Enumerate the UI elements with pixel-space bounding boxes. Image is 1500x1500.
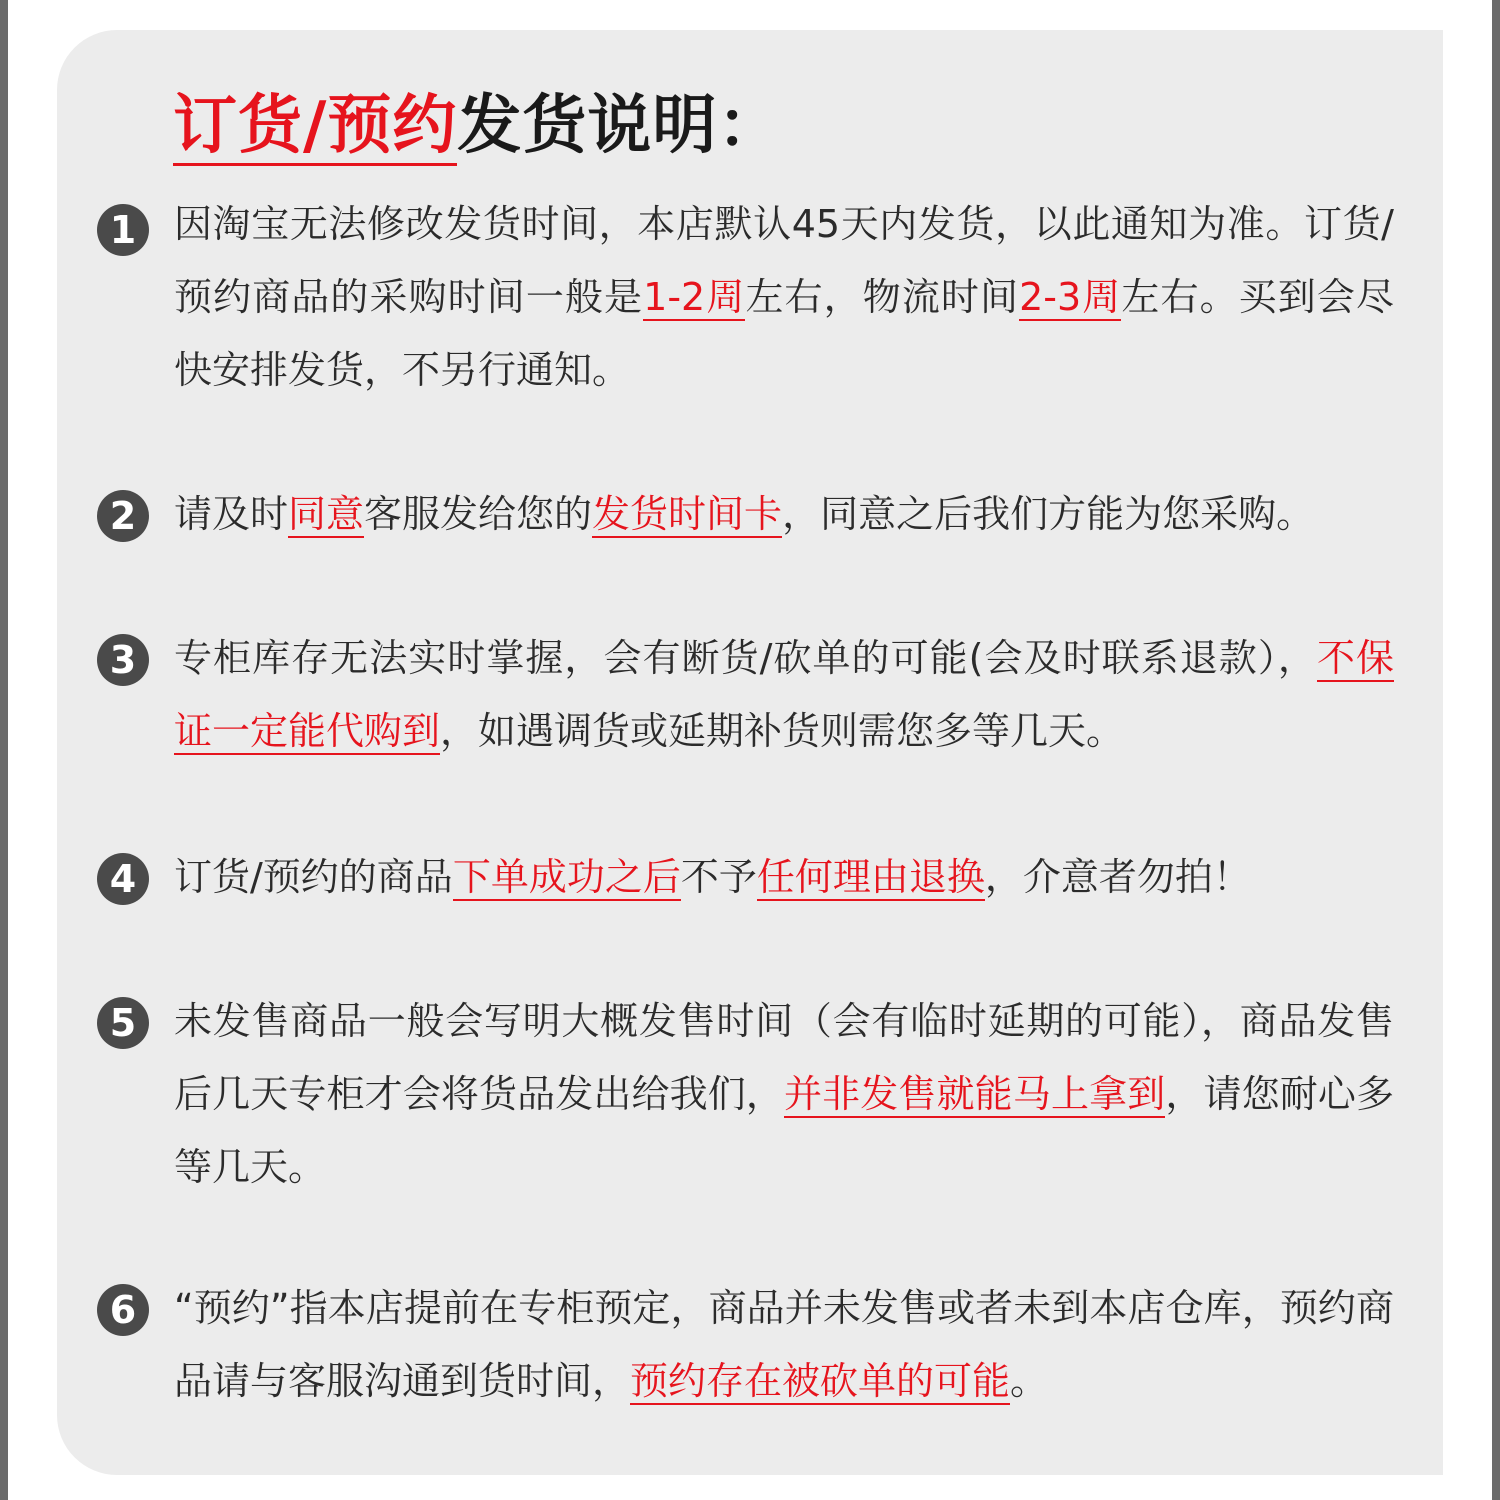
- highlight-segment: 下单成功之后: [452, 855, 681, 899]
- text-segment: ，介意者勿拍！: [984, 855, 1251, 899]
- text-segment: ，同意之后我们方能为您采购。: [782, 492, 1315, 536]
- number-5-badge-icon: 5: [97, 997, 149, 1049]
- highlight-segment: 并非发售就能马上拿到: [784, 1072, 1166, 1116]
- text-segment: 。: [1010, 1359, 1049, 1403]
- notice-text-3: [174, 622, 1394, 768]
- highlight-segment: 发货时间卡: [592, 492, 783, 536]
- notice-text-5: [174, 985, 1394, 1204]
- notice-text-1: [174, 188, 1394, 407]
- notice-text-6: [174, 1272, 1394, 1418]
- text-segment: “预约”指本店提前在专柜预定，商品并未发售或者未到本店仓库，预约商品请与客服沟通到货时间，: [174, 1286, 1394, 1403]
- text-segment: ，请您耐心多等几天。: [174, 1072, 1394, 1189]
- notice-text-2: [174, 478, 1394, 551]
- text-segment: 客服发给您的: [364, 492, 593, 536]
- highlight-segment: 1-2周: [643, 275, 746, 319]
- text-segment: 因淘宝无法修改发货时间，本店默认45天内发货，以此通知为准。订货/预约商品的采购时间一般是: [174, 202, 1394, 319]
- highlight-segment: 不保证一定能代购到: [174, 636, 1394, 753]
- page-title-rest: 发货说明：: [457, 89, 783, 163]
- text-segment: 左右。买到会尽快安排发货，不另行通知。: [174, 275, 1394, 392]
- highlight-segment: 同意: [288, 492, 365, 536]
- right-edge-bar: [1492, 0, 1500, 1500]
- text-segment: 未发售商品一般会写明大概发售时间（会有临时延期的可能），商品发售后几天专柜才会将货品发出给我们，: [174, 999, 1394, 1116]
- text-segment: 不予: [680, 855, 757, 899]
- number-6-badge-icon: 6: [97, 1284, 149, 1336]
- notice-text-4: [174, 841, 1394, 914]
- highlight-segment: 任何理由退换: [756, 855, 985, 899]
- number-2-badge-icon: 2: [97, 490, 149, 542]
- highlight-segment: 2-3周: [1019, 275, 1122, 319]
- text-segment: 左右，物流时间: [745, 275, 1020, 319]
- number-3-badge-icon: 3: [97, 634, 149, 686]
- number-4-badge-icon: 4: [97, 853, 149, 905]
- number-1-badge-icon: 1: [97, 204, 149, 256]
- page-title-highlight: 订货/预约: [173, 89, 457, 166]
- page-title: [173, 86, 782, 166]
- text-segment: 专柜库存无法实时掌握，会有断货/砍单的可能(会及时联系退款），: [174, 636, 1317, 680]
- highlight-segment: 预约存在被砍单的可能: [630, 1359, 1011, 1403]
- text-segment: 订货/预约的商品: [174, 855, 453, 899]
- text-segment: 请及时: [174, 492, 289, 536]
- left-edge-bar: [0, 0, 8, 1500]
- text-segment: ，如遇调货或延期补货则需您多等几天。: [440, 709, 1125, 753]
